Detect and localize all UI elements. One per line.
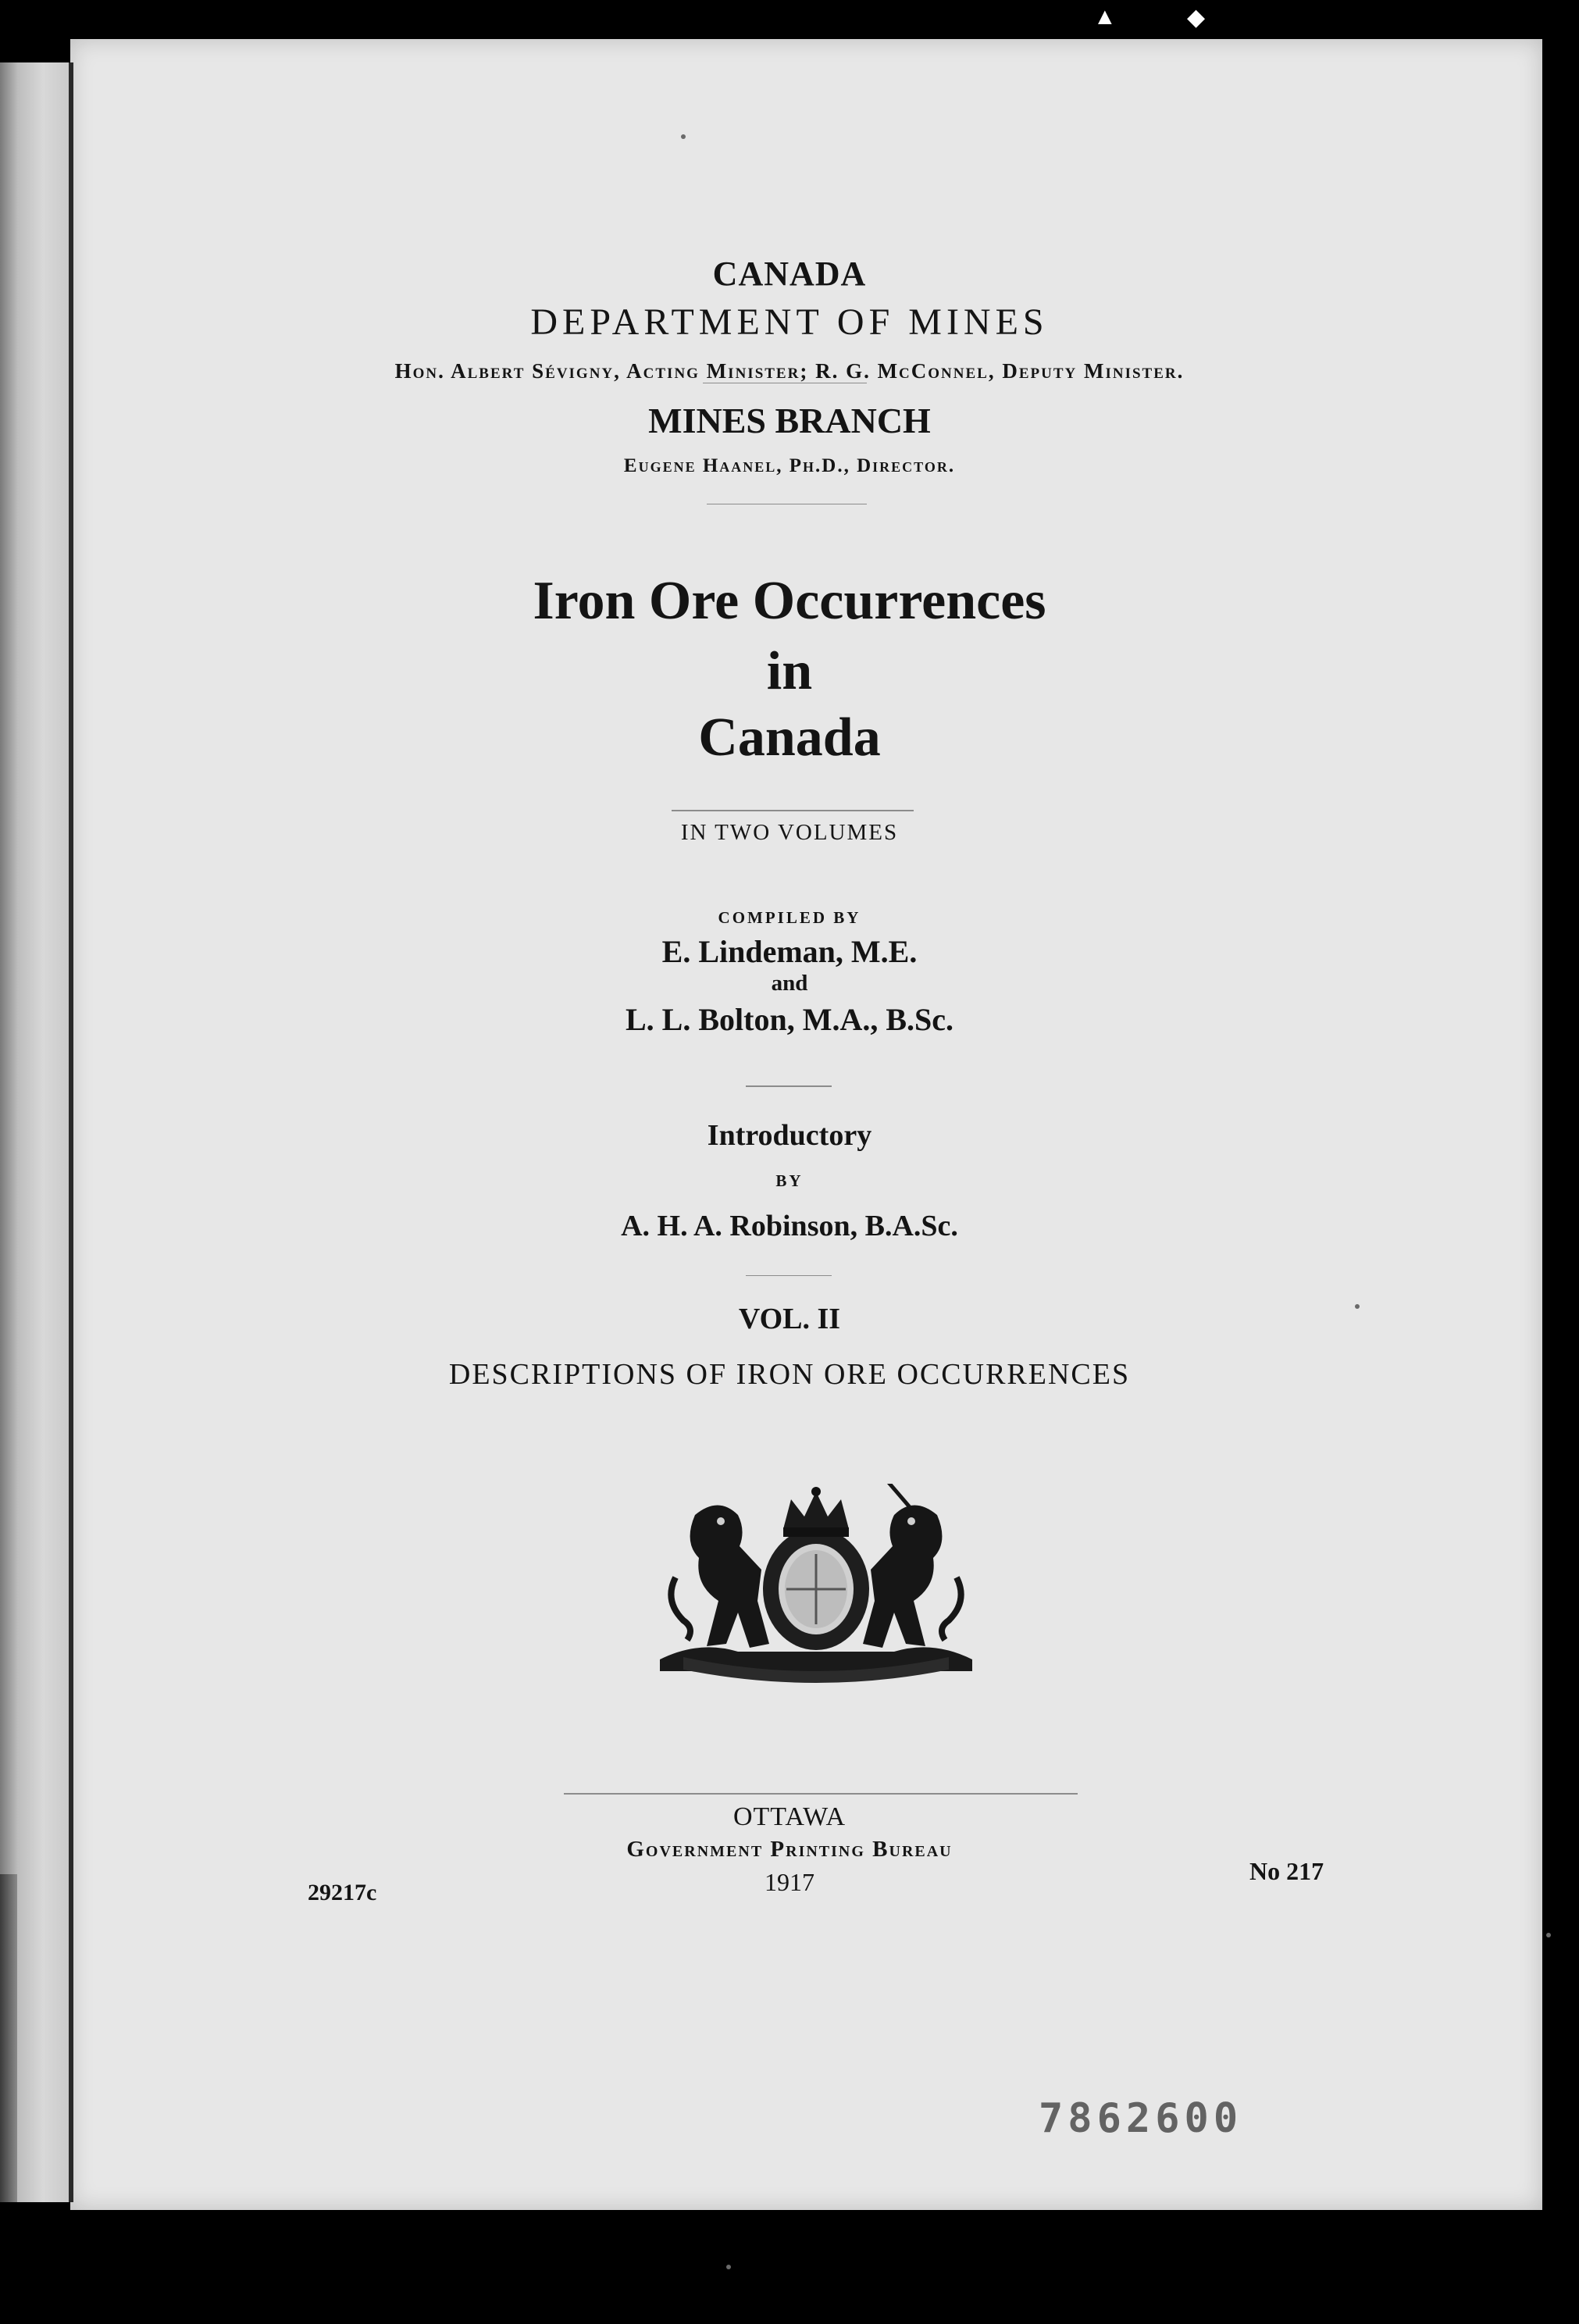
divider — [746, 1275, 832, 1276]
header-department: DEPARTMENT OF MINES — [530, 301, 1049, 343]
imprint-printer: Government Printing Bureau — [626, 1837, 953, 1862]
header-director: Eugene Haanel, Ph.D., Director. — [623, 455, 956, 476]
catalog-code: 29217c — [308, 1880, 377, 1905]
dust-speck — [726, 2265, 731, 2269]
divider — [564, 1793, 1078, 1795]
dust-speck — [1546, 1933, 1551, 1937]
title-line-3: Canada — [698, 708, 881, 768]
imprint-year: 1917 — [765, 1868, 814, 1896]
introductory-label: Introductory — [707, 1119, 872, 1152]
introductory-author: A. H. A. Robinson, B.A.Sc. — [621, 1210, 958, 1242]
dust-speck — [681, 134, 686, 139]
title-line-1: Iron Ore Occurrences — [533, 571, 1046, 631]
compiler-name-2: L. L. Bolton, M.A., B.Sc. — [625, 1002, 954, 1037]
volumes-note: IN TWO VOLUMES — [680, 820, 899, 845]
library-stamp: 7862600 — [1039, 2095, 1243, 2142]
header-country: CANADA — [712, 255, 867, 293]
scan-mark-icon: ◆ — [1187, 5, 1206, 30]
header-ministers: Hon. Albert Sévigny, Acting Minister; R. G. McConnel, Deputy Minister. — [394, 359, 1185, 383]
scan-mark-icon: ▲ — [1093, 4, 1117, 30]
publication-number: No 217 — [1249, 1857, 1324, 1885]
compiled-by-label: COMPILED BY — [718, 908, 861, 927]
title-line-2: in — [766, 641, 813, 701]
spine-shadow — [0, 1874, 17, 2202]
volume-number: VOL. II — [738, 1303, 841, 1335]
header-branch: MINES BRANCH — [648, 401, 931, 440]
divider — [672, 810, 914, 811]
royal-coat-of-arms-icon — [652, 1484, 980, 1687]
imprint-city: OTTAWA — [732, 1802, 847, 1831]
volume-subtitle: DESCRIPTIONS OF IRON ORE OCCURRENCES — [448, 1358, 1131, 1391]
introductory-by: BY — [775, 1171, 804, 1190]
compiler-conjunction: and — [771, 971, 808, 996]
dust-speck — [1355, 1304, 1360, 1309]
compiler-name-1: E. Lindeman, M.E. — [661, 934, 918, 969]
divider — [746, 1085, 832, 1087]
